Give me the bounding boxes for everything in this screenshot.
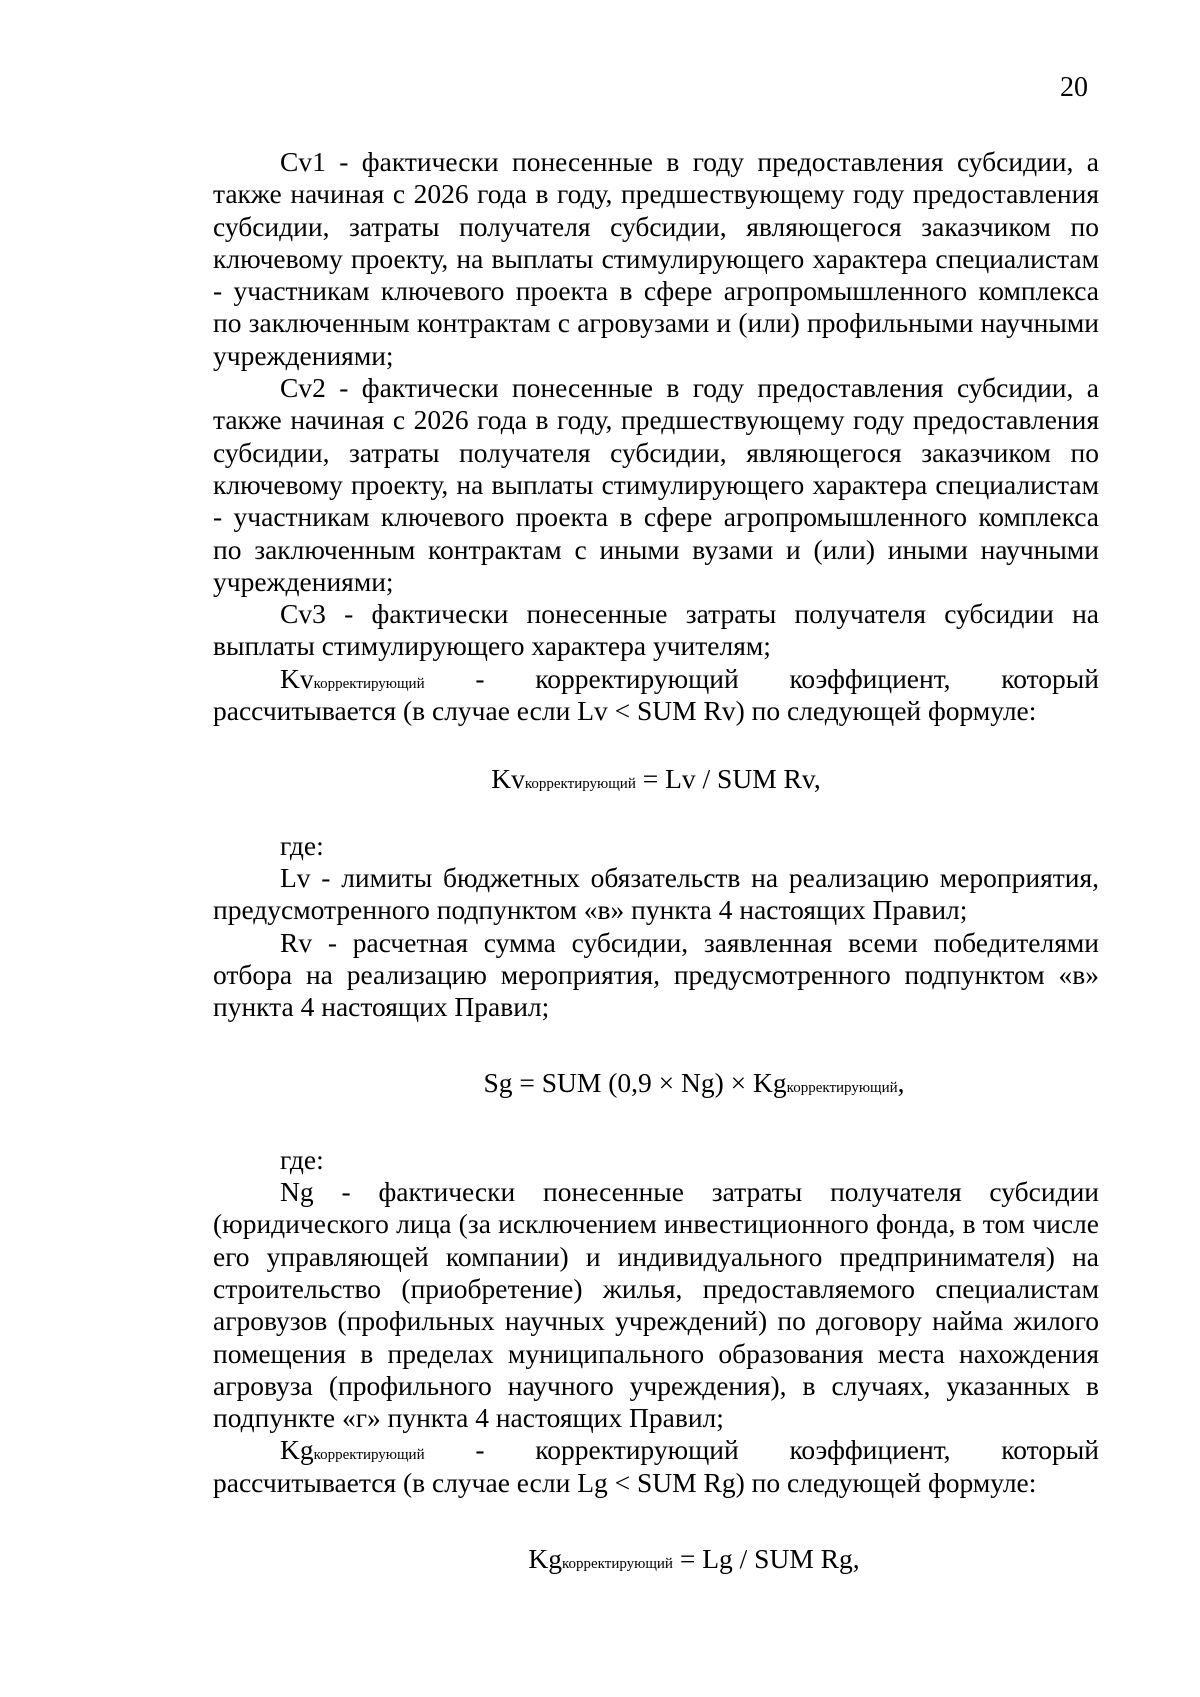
- formula-sg-lhs: Sg = SUM (0,9 × Ng) × Kg: [483, 1067, 787, 1099]
- paragraph-rv: Rv - расчетная сумма субсидии, заявленная всеми победителями отбора на реализацию мероприятия, предусмотренного подпунктом «в» пункта 4 настоящих Правил;: [213, 926, 1099, 1023]
- kv-symbol: Kv: [280, 662, 314, 694]
- formula-sg-rhs: ,: [897, 1067, 905, 1099]
- formula-kv: [213, 763, 1099, 795]
- formula-kg-rhs: = Lg / SUM Rg,: [672, 1542, 860, 1574]
- formula-kv-rhs: = Lv / SUM Rv,: [635, 763, 821, 795]
- paragraph-kg-coefficient: [213, 1434, 1099, 1499]
- kv-subscript: корректирующий: [313, 675, 425, 692]
- formula-kg-subscript: корректирующий: [561, 1555, 673, 1572]
- kg-description: - корректирующий коэффициент, который рассчитывается (в случае если Lg < SUM Rg) по следующей формуле:: [213, 1434, 1099, 1498]
- page-number: 20: [1060, 72, 1088, 103]
- document-body: [213, 146, 1099, 1575]
- kg-subscript: корректирующий: [313, 1447, 425, 1464]
- kg-symbol: Kg: [280, 1434, 314, 1466]
- paragraph-cv2: Cv2 - фактически понесенные в году предоставления субсидии, а также начиная с 2026 года в году, предшествующему году предоставления субсидии, затраты получателя субсидии, являющегося заказчиком по ключевому проекту, на выплаты стимулирующего характера специалистам - участникам ключевого проекта в сфере агропромышленного комплекса по заключенным контрактам с иными вузами и (или) иными научными учреждениями;: [213, 372, 1099, 597]
- paragraph-ng: Ng - фактически понесенные затраты получателя субсидии (юридического лица (за исключением инвестиционного фонда, в том числе его управляющей компании) и индивидуального предпринимателя) на строительство (приобретение) жилья, предоставляемого специалистам агровузов (профильных научных учреждений) по договору найма жилого помещения в пределах муниципального образования места нахождения агровуза (профильного научного учреждения), в случаях, указанных в подпункте «г» пункта 4 настоящих Правил;: [213, 1176, 1099, 1434]
- kv-description: - корректирующий коэффициент, который рассчитывается (в случае если Lv < SUM Rv) по следующей формуле:: [213, 662, 1099, 727]
- where-label-2: где:: [280, 1143, 324, 1175]
- formula-sg-subscript: корректирующий: [786, 1080, 898, 1097]
- formula-sg: [213, 1067, 1099, 1099]
- paragraph-cv1: Cv1 - фактически понесенные в году предоставления субсидии, а также начиная с 2026 года в году, предшествующему году предоставления субсидии, затраты получателя субсидии, являющегося заказчиком по ключевому проекту, на выплаты стимулирующего характера специалистам - участникам ключевого проекта в сфере агропромышленного комплекса по заключенным контрактам с агровузами и (или) профильными научными учреждениями;: [213, 146, 1099, 371]
- where-label-1: где:: [280, 829, 324, 861]
- paragraph-lv: Lv - лимиты бюджетных обязательств на реализацию мероприятия, предусмотренного подпунктом «в» пункта 4 настоящих Правил;: [213, 861, 1099, 926]
- formula-kv-subscript: корректирующий: [524, 776, 636, 793]
- formula-kv-lhs: Kv: [491, 763, 525, 795]
- paragraph-cv3: Cv3 - фактически понесенные затраты получателя субсидии на выплаты стимулирующего характера учителям;: [213, 598, 1099, 662]
- formula-kg: [213, 1543, 1099, 1575]
- formula-kg-lhs: Kg: [528, 1542, 562, 1574]
- paragraph-kv-coefficient: [213, 663, 1099, 728]
